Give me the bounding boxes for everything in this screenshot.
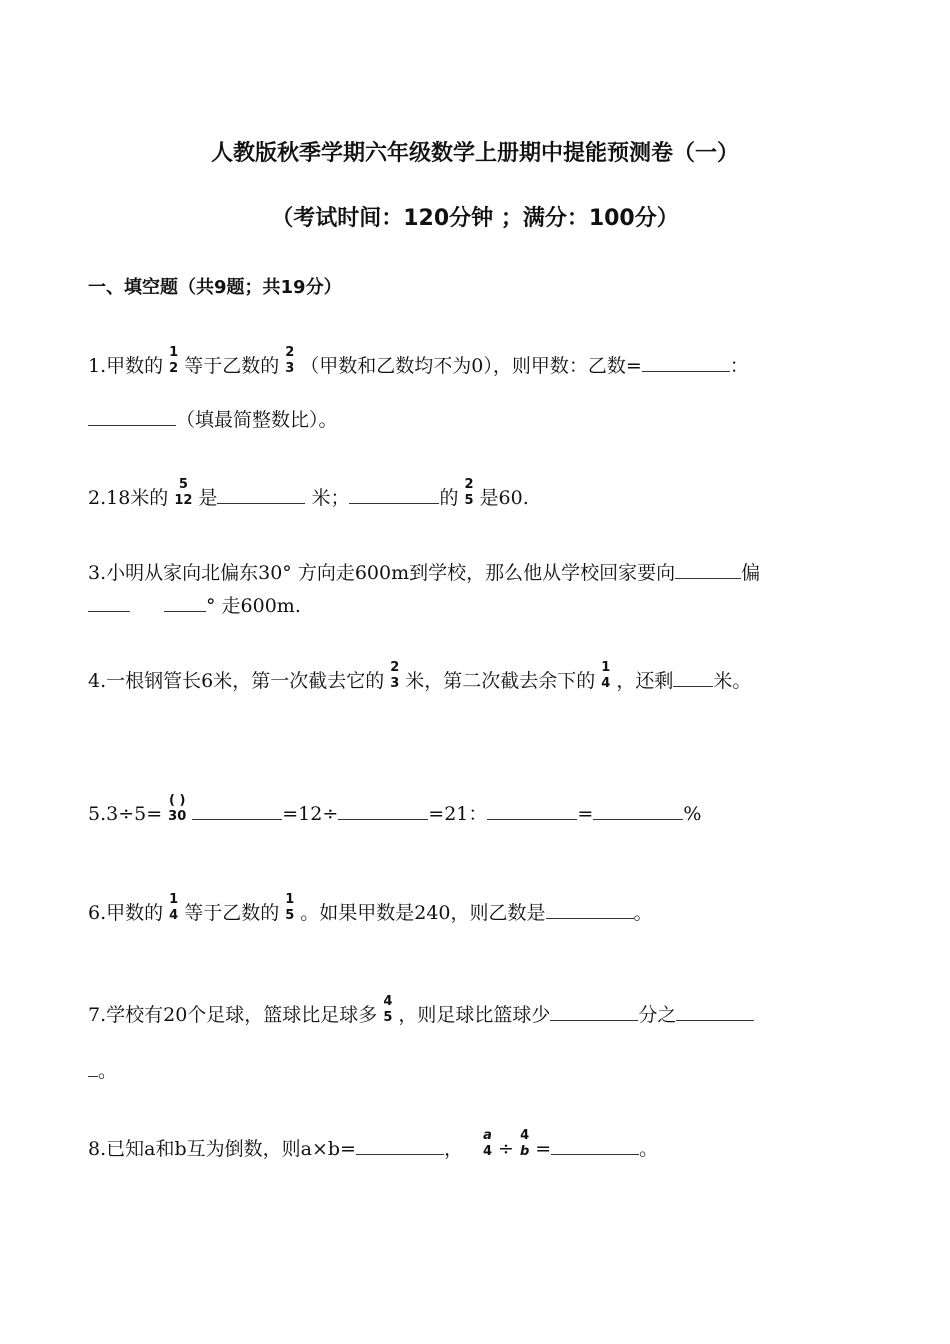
q7-blank-2[interactable]: [676, 1002, 754, 1021]
q2-blank-1[interactable]: [217, 485, 305, 504]
q6-blank-1[interactable]: [546, 900, 634, 919]
q8-text-d: 。: [639, 1138, 659, 1160]
page-title: 人教版秋季学期六年级数学上册期中提能预测卷（一）: [210, 141, 739, 166]
q2-text-a: 2.18米的: [88, 487, 169, 509]
q1-fraction-1: 1 2: [169, 345, 179, 376]
q5-text-a: 5.3÷5=: [88, 803, 163, 825]
q1-text-c: （甲数和乙数均不为0），则甲数：乙数=: [300, 355, 642, 377]
q5-blank-4[interactable]: [593, 801, 683, 820]
q4-fraction-2: 1 4: [601, 660, 611, 691]
q8-divide-sign: ÷: [498, 1138, 514, 1160]
q7-text-c: 分之: [638, 1004, 677, 1026]
q5-blank-3[interactable]: [487, 801, 577, 820]
page-subtitle: （考试时间：120分钟 ；满分：100分）: [271, 206, 679, 231]
q1-fraction-2: 2 3: [285, 345, 295, 376]
question-3: [88, 560, 760, 583]
q8-blank-2[interactable]: [551, 1136, 639, 1155]
q6-text-c: 。如果甲数是240，则乙数是: [300, 902, 546, 924]
q4-text-b: 米，第二次截去余下的: [405, 670, 596, 692]
q4-text-c: ，还剩: [616, 670, 674, 692]
q7-blank-1[interactable]: [550, 1002, 638, 1021]
q3-blank-2[interactable]: [88, 593, 130, 612]
q7-fraction-1: 4 5: [383, 994, 393, 1025]
q1-text-b: 等于乙数的: [184, 355, 280, 377]
question-2: [88, 477, 529, 515]
q8-blank-1[interactable]: [356, 1136, 444, 1155]
q6-text-a: 6.甲数的: [88, 902, 164, 924]
q3-text-c: ° 走600m.: [206, 595, 301, 617]
question-6: [88, 892, 653, 930]
q4-text-d: 米。: [713, 670, 752, 692]
q8-fraction-1: a 4: [482, 1128, 493, 1159]
q2-fraction-2: 2 5: [464, 477, 474, 508]
q5-blank-1[interactable]: [192, 801, 282, 820]
q7-text-a: 7.学校有20个足球，篮球比足球多: [88, 1004, 378, 1026]
q3-blank-1[interactable]: [675, 560, 741, 579]
q8-text-b: ，: [443, 1138, 463, 1160]
q6-fraction-1: 1 4: [169, 892, 179, 923]
question-7: [88, 994, 754, 1032]
q6-text-b: 等于乙数的: [184, 902, 280, 924]
q2-fraction-1: 5 12: [174, 477, 193, 508]
q5-text-c: =21：: [428, 803, 488, 825]
q2-text-e: 是60.: [479, 487, 529, 509]
q3-blank-3[interactable]: [164, 593, 206, 612]
q1-text-d: ：: [729, 355, 749, 377]
q2-text-b: 是: [198, 487, 218, 509]
question-8: [88, 1128, 659, 1166]
q3-text-b: 偏: [741, 562, 761, 584]
q3-text-a: 3.小明从家向北偏东30° 方向走600m到学校，那么他从学校回家要向: [88, 562, 676, 584]
q7-text-d: 。: [98, 1060, 118, 1082]
q5-text-d: =: [577, 803, 594, 825]
q8-text-c: =: [535, 1138, 552, 1160]
q6-text-d: 。: [633, 902, 653, 924]
q4-text-a: 4.一根钢管长6米，第一次截去它的: [88, 670, 385, 692]
q8-fraction-2: 4 b: [519, 1128, 530, 1159]
q2-text-c: 米；: [311, 487, 350, 509]
q7-text-b: ，则足球比篮球少: [398, 1004, 551, 1026]
q1-text-e: （填最简整数比）。: [176, 409, 338, 431]
q2-text-d: 的: [439, 487, 459, 509]
question-5: [88, 793, 702, 831]
q5-text-e: %: [683, 803, 702, 825]
q4-fraction-1: 2 3: [390, 660, 400, 691]
question-4: [88, 660, 752, 698]
q2-blank-2[interactable]: [349, 485, 439, 504]
q1-blank-2[interactable]: [88, 407, 176, 426]
section-heading: 一、填空题（共9题；共19分）: [88, 277, 342, 298]
q1-blank-1[interactable]: [642, 353, 730, 372]
q6-fraction-2: 1 5: [285, 892, 295, 923]
q8-text-a: 8.已知a和b互为倒数，则a×b=: [88, 1138, 356, 1160]
q1-text-a: 1.甲数的: [88, 355, 164, 377]
question-1-cont: [88, 407, 338, 430]
q5-blank-2[interactable]: [338, 801, 428, 820]
question-3-cont: [88, 593, 301, 616]
question-1: [88, 345, 749, 383]
q5-fraction-1: ( ) 30: [168, 793, 187, 824]
q7-blank-3[interactable]: [88, 1058, 98, 1077]
question-7-cont: [88, 1058, 117, 1081]
q5-text-b: =12÷: [282, 803, 339, 825]
q4-blank-1[interactable]: [673, 668, 713, 687]
